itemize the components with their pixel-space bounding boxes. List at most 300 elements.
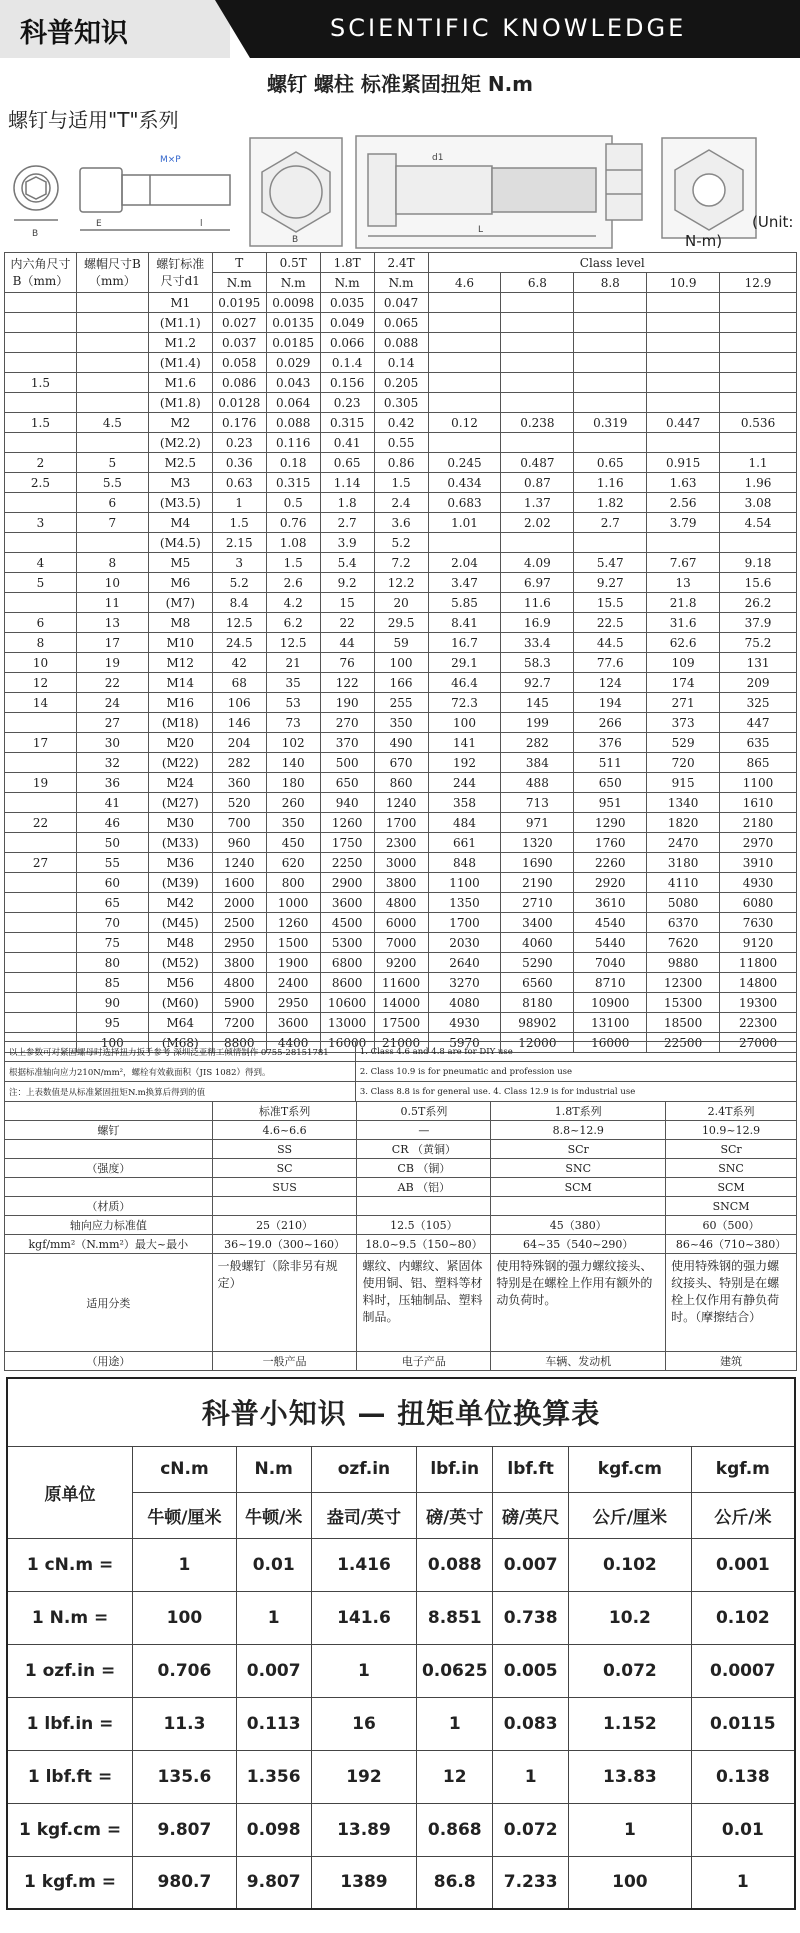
- table-cell: 19: [5, 773, 77, 793]
- table-cell: 5: [76, 453, 148, 473]
- table-cell: [574, 533, 647, 553]
- table-cell: 14800: [720, 973, 797, 993]
- spec-mat: [212, 1197, 357, 1216]
- table-cell: 5.2: [374, 533, 428, 553]
- table-cell: 3.08: [720, 493, 797, 513]
- table-cell: 4800: [212, 973, 266, 993]
- table-cell: 3610: [574, 893, 647, 913]
- table-cell: 860: [374, 773, 428, 793]
- table-cell: 0.065: [374, 313, 428, 333]
- table-cell: 100: [428, 713, 501, 733]
- table-cell: 4500: [320, 913, 374, 933]
- table-cell: 7040: [574, 953, 647, 973]
- table-cell: 15: [320, 593, 374, 613]
- conversion-cell: 0.868: [417, 1803, 493, 1856]
- table-cell: 2.7: [574, 513, 647, 533]
- table-cell: 350: [266, 813, 320, 833]
- conversion-cell: 1: [691, 1856, 795, 1909]
- table-cell: 0.156: [320, 373, 374, 393]
- table-cell: [428, 433, 501, 453]
- table-cell: 6080: [720, 893, 797, 913]
- table-cell: 140: [266, 753, 320, 773]
- table-cell: (M1.1): [148, 313, 212, 333]
- header-nm: N.m: [374, 273, 428, 293]
- table-cell: (M39): [148, 873, 212, 893]
- table-cell: 3.79: [647, 513, 720, 533]
- table-cell: 1760: [574, 833, 647, 853]
- table-cell: 2.6: [266, 573, 320, 593]
- conversion-cell: 192: [311, 1750, 417, 1803]
- spec-mat: SCr: [666, 1140, 797, 1159]
- table-cell: 32: [76, 753, 148, 773]
- header-nm: N.m: [320, 273, 374, 293]
- table-cell: 0.116: [266, 433, 320, 453]
- conversion-cell: 980.7: [133, 1856, 237, 1909]
- spec-mat: SS: [212, 1140, 357, 1159]
- table-cell: 31.6: [647, 613, 720, 633]
- table-cell: [76, 373, 148, 393]
- table-cell: 145: [501, 693, 574, 713]
- spec-use: 一般螺钉（除非另有规定）: [212, 1254, 357, 1352]
- table-cell: 22: [76, 673, 148, 693]
- table-cell: 7: [76, 513, 148, 533]
- header-class: 6.8: [501, 273, 574, 293]
- table-cell: 50: [76, 833, 148, 853]
- table-cell: 3600: [266, 1013, 320, 1033]
- table-cell: 2.7: [320, 513, 374, 533]
- table-cell: [5, 833, 77, 853]
- table-cell: 9.18: [720, 553, 797, 573]
- table-cell: M10: [148, 633, 212, 653]
- conversion-cell: 1.356: [236, 1750, 311, 1803]
- table-cell: 0.064: [266, 393, 320, 413]
- note-6: 3. Class 8.8 is for general use. 4. Class 12.9 is for industrial use: [355, 1082, 796, 1102]
- unit-cn: 磅/英尺: [493, 1492, 569, 1538]
- table-cell: 199: [501, 713, 574, 733]
- table-cell: 6: [76, 493, 148, 513]
- table-cell: 22: [320, 613, 374, 633]
- table-cell: 0.42: [374, 413, 428, 433]
- table-cell: 0.088: [266, 413, 320, 433]
- table-cell: 11600: [374, 973, 428, 993]
- table-cell: 9120: [720, 933, 797, 953]
- table-cell: M36: [148, 853, 212, 873]
- table-cell: 9.27: [574, 573, 647, 593]
- spec-material-row: [5, 1197, 797, 1216]
- spec-range: 8.8~12.9: [491, 1121, 666, 1140]
- table-cell: 0.23: [212, 433, 266, 453]
- table-cell: (M22): [148, 753, 212, 773]
- table-cell: 16.9: [501, 613, 574, 633]
- table-cell: 1.5: [212, 513, 266, 533]
- conversion-cell: 0.088: [417, 1538, 493, 1591]
- conversion-cell: 0.007: [493, 1538, 569, 1591]
- table-cell: [5, 293, 77, 313]
- table-cell: [720, 313, 797, 333]
- table-cell: [428, 373, 501, 393]
- table-cell: 22: [5, 813, 77, 833]
- table-row: [5, 953, 797, 973]
- conversion-cell: 1: [311, 1644, 417, 1697]
- table-row: [5, 733, 797, 753]
- table-cell: M24: [148, 773, 212, 793]
- unit-cn: 公斤/厘米: [569, 1492, 692, 1538]
- spec-mat: SNCM: [666, 1197, 797, 1216]
- table-cell: [647, 373, 720, 393]
- table-cell: [76, 433, 148, 453]
- spec-mat: AB （铝）: [357, 1178, 491, 1197]
- table-cell: 2180: [720, 813, 797, 833]
- table-cell: 59: [374, 633, 428, 653]
- conversion-cell: 86.8: [417, 1856, 493, 1909]
- conversion-unit-row: [7, 1446, 795, 1492]
- table-cell: 90: [76, 993, 148, 1013]
- table-cell: [5, 753, 77, 773]
- conversion-row: [7, 1538, 795, 1591]
- table-cell: 204: [212, 733, 266, 753]
- conversion-cell: 10.2: [569, 1591, 692, 1644]
- table-cell: 511: [574, 753, 647, 773]
- spec-use-short: 一般产品: [212, 1352, 357, 1371]
- table-cell: 2900: [320, 873, 374, 893]
- table-cell: 2000: [212, 893, 266, 913]
- table-cell: 27: [5, 853, 77, 873]
- table-cell: [574, 313, 647, 333]
- table-row: [5, 613, 797, 633]
- conversion-title-row: [7, 1378, 795, 1446]
- table-cell: [647, 313, 720, 333]
- note-5: 注：上表数值是从标准紧固扭矩N.m换算后得到的值: [5, 1082, 356, 1102]
- table-row: [5, 513, 797, 533]
- table-row: [5, 693, 797, 713]
- conversion-cell: 0.01: [691, 1803, 795, 1856]
- table-cell: 12.5: [266, 633, 320, 653]
- table-cell: 14: [5, 693, 77, 713]
- spec-mat: [491, 1197, 666, 1216]
- table-row: [5, 933, 797, 953]
- spec-axial-row: [5, 1216, 797, 1235]
- table-cell: [720, 373, 797, 393]
- table-cell: [501, 293, 574, 313]
- table-cell: M3: [148, 473, 212, 493]
- table-cell: 8.4: [212, 593, 266, 613]
- table-cell: 0.36: [212, 453, 266, 473]
- table-row: [5, 433, 797, 453]
- table-cell: 620: [266, 853, 320, 873]
- table-cell: 10: [5, 653, 77, 673]
- table-cell: [720, 333, 797, 353]
- table-cell: 0.088: [374, 333, 428, 353]
- table-cell: 635: [720, 733, 797, 753]
- table-row: [5, 653, 797, 673]
- table-cell: 244: [428, 773, 501, 793]
- table-cell: 1820: [647, 813, 720, 833]
- banner: [0, 0, 800, 58]
- notes-row: [5, 1042, 797, 1062]
- table-cell: 447: [720, 713, 797, 733]
- table-cell: 21000: [374, 1033, 428, 1053]
- table-cell: 0.41: [320, 433, 374, 453]
- banner-title-en: SCIENTIFIC KNOWLEDGE: [330, 14, 687, 42]
- table-cell: 13: [76, 613, 148, 633]
- table-cell: [428, 313, 501, 333]
- spec-empty: [5, 1140, 213, 1159]
- table-cell: 1.1: [720, 453, 797, 473]
- table-cell: 1690: [501, 853, 574, 873]
- conversion-cell: 1: [133, 1538, 237, 1591]
- table-cell: M2: [148, 413, 212, 433]
- note-1: 以上参数可对紧固螺母时选择扭力扳手参考 深圳泛亚精工倾情制作 0755-28151781: [5, 1042, 356, 1062]
- table-cell: [5, 913, 77, 933]
- table-row: [5, 1013, 797, 1033]
- table-cell: 4.54: [720, 513, 797, 533]
- table-cell: 720: [647, 753, 720, 773]
- table-cell: 13000: [320, 1013, 374, 1033]
- table-cell: 1320: [501, 833, 574, 853]
- conversion-row: [7, 1803, 795, 1856]
- table-cell: 8710: [574, 973, 647, 993]
- table-cell: [5, 333, 77, 353]
- table-cell: 29.5: [374, 613, 428, 633]
- table-cell: 4.09: [501, 553, 574, 573]
- table-cell: 951: [574, 793, 647, 813]
- table-cell: 2920: [574, 873, 647, 893]
- table-cell: 2470: [647, 833, 720, 853]
- notes-table: [4, 1041, 797, 1102]
- table-cell: 1.96: [720, 473, 797, 493]
- table-cell: [574, 433, 647, 453]
- table-cell: 260: [266, 793, 320, 813]
- conversion-row-label: 1 lbf.in =: [7, 1697, 133, 1750]
- table-cell: M20: [148, 733, 212, 753]
- table-cell: 8800: [212, 1033, 266, 1053]
- table-cell: 18500: [647, 1013, 720, 1033]
- socket-cap-screw-side-view: [80, 168, 230, 230]
- table-cell: 1.63: [647, 473, 720, 493]
- table-cell: 800: [266, 873, 320, 893]
- table-cell: 42: [212, 653, 266, 673]
- table-cell: 529: [647, 733, 720, 753]
- table-cell: 4060: [501, 933, 574, 953]
- conversion-cell: 0.113: [236, 1697, 311, 1750]
- drawing-label-d1: d1: [432, 153, 444, 163]
- table-cell: 5.4: [320, 553, 374, 573]
- table-cell: 376: [574, 733, 647, 753]
- spec-use: 螺纹、内螺纹、紧固体使用铜、铝、塑料等材料时，压轴制品、塑料制品。: [357, 1254, 491, 1352]
- spec-material-label: （材质）: [5, 1197, 213, 1216]
- table-cell: 0.027: [212, 313, 266, 333]
- table-cell: (M2.2): [148, 433, 212, 453]
- table-cell: 2950: [266, 993, 320, 1013]
- table-cell: 5080: [647, 893, 720, 913]
- table-cell: 0.043: [266, 373, 320, 393]
- table-cell: 30: [76, 733, 148, 753]
- table-cell: 100: [76, 1033, 148, 1053]
- drawing-label-b2: B: [292, 235, 299, 245]
- table-cell: 1.16: [574, 473, 647, 493]
- table-cell: 1.82: [574, 493, 647, 513]
- table-cell: 0.205: [374, 373, 428, 393]
- table-cell: 4080: [428, 993, 501, 1013]
- spec-header-row: [5, 1102, 797, 1121]
- drawing-label-mxp: M×P: [160, 155, 181, 165]
- conversion-cell: 13.89: [311, 1803, 417, 1856]
- table-cell: (M27): [148, 793, 212, 813]
- note-2: 1. Class 4.6 and 4.8 are for DIY use: [355, 1042, 796, 1062]
- table-cell: 0.915: [647, 453, 720, 473]
- table-cell: 36: [76, 773, 148, 793]
- table-cell: [574, 373, 647, 393]
- spec-use-short: 电子产品: [357, 1352, 491, 1371]
- table-cell: [5, 393, 77, 413]
- table-cell: 661: [428, 833, 501, 853]
- table-cell: 1340: [647, 793, 720, 813]
- table-cell: 76: [320, 653, 374, 673]
- header-head-size: 螺帽尺寸B（mm）: [76, 253, 148, 293]
- table-cell: 3600: [320, 893, 374, 913]
- table-row: [5, 593, 797, 613]
- table-cell: 72.3: [428, 693, 501, 713]
- table-cell: M30: [148, 813, 212, 833]
- table-cell: 131: [720, 653, 797, 673]
- table-cell: 1700: [374, 813, 428, 833]
- table-cell: 209: [720, 673, 797, 693]
- table-cell: 1100: [720, 773, 797, 793]
- table-cell: (M3.5): [148, 493, 212, 513]
- table-cell: 0.086: [212, 373, 266, 393]
- table-cell: 0.047: [374, 293, 428, 313]
- table-cell: 1700: [428, 913, 501, 933]
- conversion-row: [7, 1856, 795, 1909]
- table-cell: 16000: [574, 1033, 647, 1053]
- nut-end-view: [662, 138, 756, 238]
- table-cell: 3180: [647, 853, 720, 873]
- table-cell: 3.6: [374, 513, 428, 533]
- torque-header-row: [5, 253, 797, 273]
- table-cell: 350: [374, 713, 428, 733]
- table-cell: M8: [148, 613, 212, 633]
- spec-range-row: [5, 1121, 797, 1140]
- table-cell: 1.08: [266, 533, 320, 553]
- table-cell: [647, 433, 720, 453]
- unit-note: (Unit:: [752, 213, 794, 231]
- header-class: 10.9: [647, 273, 720, 293]
- spec-material-row: [5, 1140, 797, 1159]
- conversion-row: [7, 1750, 795, 1803]
- table-cell: [76, 313, 148, 333]
- conversion-table: [6, 1377, 796, 1910]
- table-cell: 10600: [320, 993, 374, 1013]
- table-row: [5, 633, 797, 653]
- conversion-cell: 1: [236, 1591, 311, 1644]
- table-cell: [647, 533, 720, 553]
- table-row: [5, 873, 797, 893]
- table-cell: 53: [266, 693, 320, 713]
- table-cell: 650: [320, 773, 374, 793]
- table-row: [5, 533, 797, 553]
- drawing-label-e: E: [96, 219, 102, 229]
- header-t: T: [212, 253, 266, 273]
- table-cell: 2.15: [212, 533, 266, 553]
- table-cell: 1100: [428, 873, 501, 893]
- table-row: [5, 393, 797, 413]
- table-cell: 124: [574, 673, 647, 693]
- conversion-row: [7, 1697, 795, 1750]
- table-cell: [5, 713, 77, 733]
- table-cell: 0.65: [574, 453, 647, 473]
- table-cell: 3: [5, 513, 77, 533]
- table-cell: 500: [320, 753, 374, 773]
- table-cell: 17: [76, 633, 148, 653]
- table-cell: 5440: [574, 933, 647, 953]
- table-cell: [5, 993, 77, 1013]
- table-cell: 12300: [647, 973, 720, 993]
- table-cell: 0.63: [212, 473, 266, 493]
- table-cell: [501, 313, 574, 333]
- conversion-cell: 0.007: [236, 1644, 311, 1697]
- table-cell: 0.55: [374, 433, 428, 453]
- conversion-cell: 0.072: [569, 1644, 692, 1697]
- table-cell: 20: [374, 593, 428, 613]
- spec-kgf: 36~19.0（300~160）: [212, 1235, 357, 1254]
- table-cell: 0.14: [374, 353, 428, 373]
- table-cell: (M52): [148, 953, 212, 973]
- spec-range: 4.6~6.6: [212, 1121, 357, 1140]
- table-cell: 8.41: [428, 613, 501, 633]
- table-cell: 1.01: [428, 513, 501, 533]
- table-cell: 166: [374, 673, 428, 693]
- table-cell: 270: [320, 713, 374, 733]
- spec-axial: 45（380）: [491, 1216, 666, 1235]
- table-cell: 6: [5, 613, 77, 633]
- table-cell: 70: [76, 913, 148, 933]
- conversion-cell: 1: [493, 1750, 569, 1803]
- table-cell: 55: [76, 853, 148, 873]
- table-cell: 484: [428, 813, 501, 833]
- table-cell: (M18): [148, 713, 212, 733]
- table-cell: [5, 953, 77, 973]
- table-cell: 282: [501, 733, 574, 753]
- table-cell: 2190: [501, 873, 574, 893]
- conversion-cell: 0.0625: [417, 1644, 493, 1697]
- table-cell: [574, 333, 647, 353]
- table-row: [5, 333, 797, 353]
- table-cell: [5, 433, 77, 453]
- table-cell: 12: [5, 673, 77, 693]
- table-cell: 1.14: [320, 473, 374, 493]
- spec-head-18t: 1.8T系列: [491, 1102, 666, 1121]
- table-cell: 490: [374, 733, 428, 753]
- table-cell: 1: [212, 493, 266, 513]
- table-cell: [720, 353, 797, 373]
- spec-use-short: 车辆、发动机: [491, 1352, 666, 1371]
- table-cell: 95: [76, 1013, 148, 1033]
- table-cell: [574, 293, 647, 313]
- table-cell: 4930: [428, 1013, 501, 1033]
- table-cell: 2.5: [5, 473, 77, 493]
- header-hex-size: 内六角尺寸B（mm）: [5, 253, 77, 293]
- table-cell: 4.2: [266, 593, 320, 613]
- spec-use-label: 适用分类: [5, 1254, 213, 1352]
- table-cell: [5, 933, 77, 953]
- table-cell: 8: [76, 553, 148, 573]
- conversion-row: [7, 1591, 795, 1644]
- table-cell: 7200: [212, 1013, 266, 1033]
- table-row: [5, 893, 797, 913]
- table-cell: 3400: [501, 913, 574, 933]
- table-cell: 8: [5, 633, 77, 653]
- table-row: [5, 373, 797, 393]
